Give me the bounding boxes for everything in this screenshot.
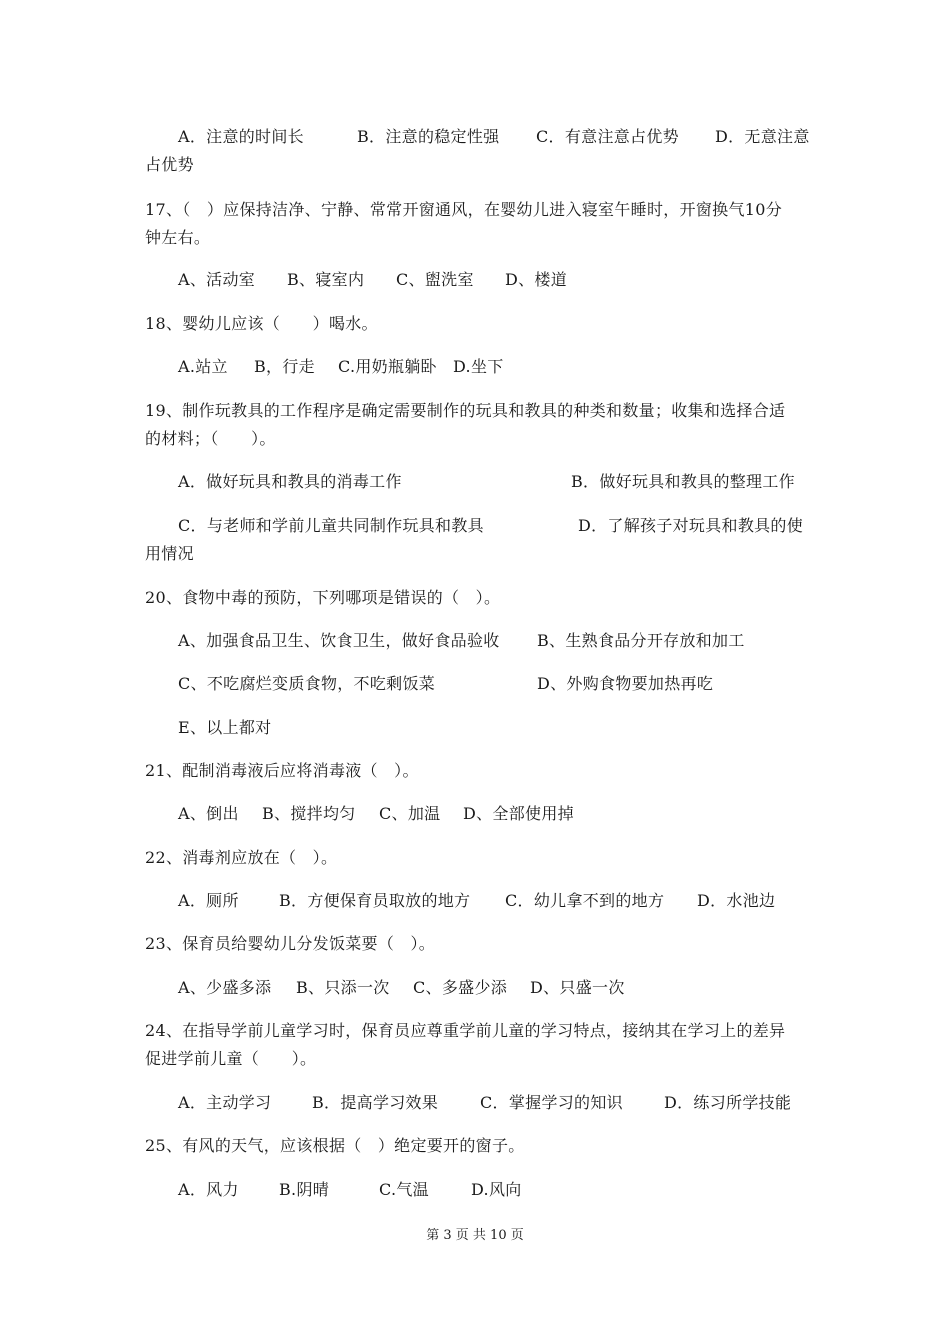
q17-option-d: D、楼道 — [505, 270, 568, 289]
q23-option-c: C、多盛少添 — [413, 978, 508, 997]
q20-option-d: D、外购食物要加热再吃 — [537, 674, 714, 693]
q24-option-a: A．主动学习 — [178, 1093, 272, 1112]
q20-stem: 20、食物中毒的预防，下列哪项是错误的（ ）。 — [145, 588, 501, 607]
q25-option-a: A．风力 — [178, 1180, 239, 1199]
q19-stem-line2: 的材料；（ ）。 — [145, 429, 276, 448]
q18-option-d: D.坐下 — [453, 357, 504, 376]
q23-option-a: A、少盛多添 — [178, 978, 272, 997]
q24-option-d: D．练习所学技能 — [664, 1093, 792, 1112]
q24-stem-line2: 促进学前儿童（ ）。 — [145, 1049, 317, 1068]
q19-option-a: A．做好玩具和教具的消毒工作 — [178, 472, 402, 491]
q20-option-b: B、生熟食品分开存放和加工 — [537, 631, 745, 650]
q19-option-d: D．了解孩子对玩具和教具的使 — [578, 516, 804, 535]
q19-option-d-continued: 用情况 — [145, 544, 194, 563]
q23-option-d: D、只盛一次 — [530, 978, 625, 997]
q19-stem-line1: 19、制作玩教具的工作程序是确定需要制作的玩具和教具的种类和数量；收集和选择合适 — [145, 401, 786, 420]
q21-option-d: D、全部使用掉 — [463, 804, 574, 823]
q17-option-c: C、盥洗室 — [396, 270, 474, 289]
q20-option-e: E、以上都对 — [178, 718, 272, 737]
q24-option-c: C．掌握学习的知识 — [480, 1093, 623, 1112]
q22-stem: 22、消毒剂应放在（ ）。 — [145, 848, 338, 867]
q19-option-c: C．与老师和学前儿童共同制作玩具和教具 — [178, 516, 484, 535]
q22-option-c: C．幼儿拿不到的地方 — [505, 891, 665, 910]
q21-option-c: C、加温 — [379, 804, 441, 823]
q16-option-a: A．注意的时间长 — [178, 127, 304, 146]
q17-stem-line1: 17、（ ）应保持洁净、宁静、常常开窗通风，在婴幼儿进入寝室午睡时，开窗换气10分 — [145, 200, 783, 219]
q25-option-d: D.风向 — [471, 1180, 522, 1199]
q18-option-c: C.用奶瓶躺卧 — [338, 357, 437, 376]
page-number-footer: 第 3 页 共 10 页 — [426, 1228, 524, 1243]
q20-option-c: C、不吃腐烂变质食物，不吃剩饭菜 — [178, 674, 436, 693]
q25-option-c: C.气温 — [379, 1180, 429, 1199]
q21-option-b: B、搅拌均匀 — [262, 804, 356, 823]
q25-stem: 25、有风的天气，应该根据（ ）绝定要开的窗子。 — [145, 1136, 525, 1155]
q24-option-b: B．提高学习效果 — [312, 1093, 439, 1112]
q16-option-d: D．无意注意 — [715, 127, 810, 146]
q19-option-b: B．做好玩具和教具的整理工作 — [571, 472, 795, 491]
q18-option-a: A.站立 — [178, 357, 228, 376]
q17-stem-line2: 钟左右。 — [145, 228, 211, 247]
q17-option-a: A、活动室 — [178, 270, 256, 289]
q22-option-d: D．水池边 — [697, 891, 776, 910]
q16-option-c: C．有意注意占优势 — [536, 127, 679, 146]
q16-option-d-continued: 占优势 — [145, 155, 194, 174]
q16-option-b: B．注意的稳定性强 — [357, 127, 500, 146]
q24-stem-line1: 24、在指导学前儿童学习时，保育员应尊重学前儿童的学习特点，接纳其在学习上的差异 — [145, 1021, 786, 1040]
q21-option-a: A、倒出 — [178, 804, 239, 823]
q21-stem: 21、配制消毒液后应将消毒液（ ）。 — [145, 761, 419, 780]
q23-option-b: B、只添一次 — [296, 978, 390, 997]
q25-option-b: B.阴晴 — [279, 1180, 330, 1199]
q23-stem: 23、保育员给婴幼儿分发饭菜要（ ）。 — [145, 934, 436, 953]
q17-option-b: B、寝室内 — [287, 270, 365, 289]
q18-stem: 18、婴幼儿应该（ ）喝水。 — [145, 314, 378, 333]
q20-option-a: A、加强食品卫生、饮食卫生，做好食品验收 — [178, 631, 500, 650]
q18-option-b: B，行走 — [254, 357, 315, 376]
q22-option-a: A．厕所 — [178, 891, 239, 910]
q22-option-b: B．方便保育员取放的地方 — [279, 891, 471, 910]
